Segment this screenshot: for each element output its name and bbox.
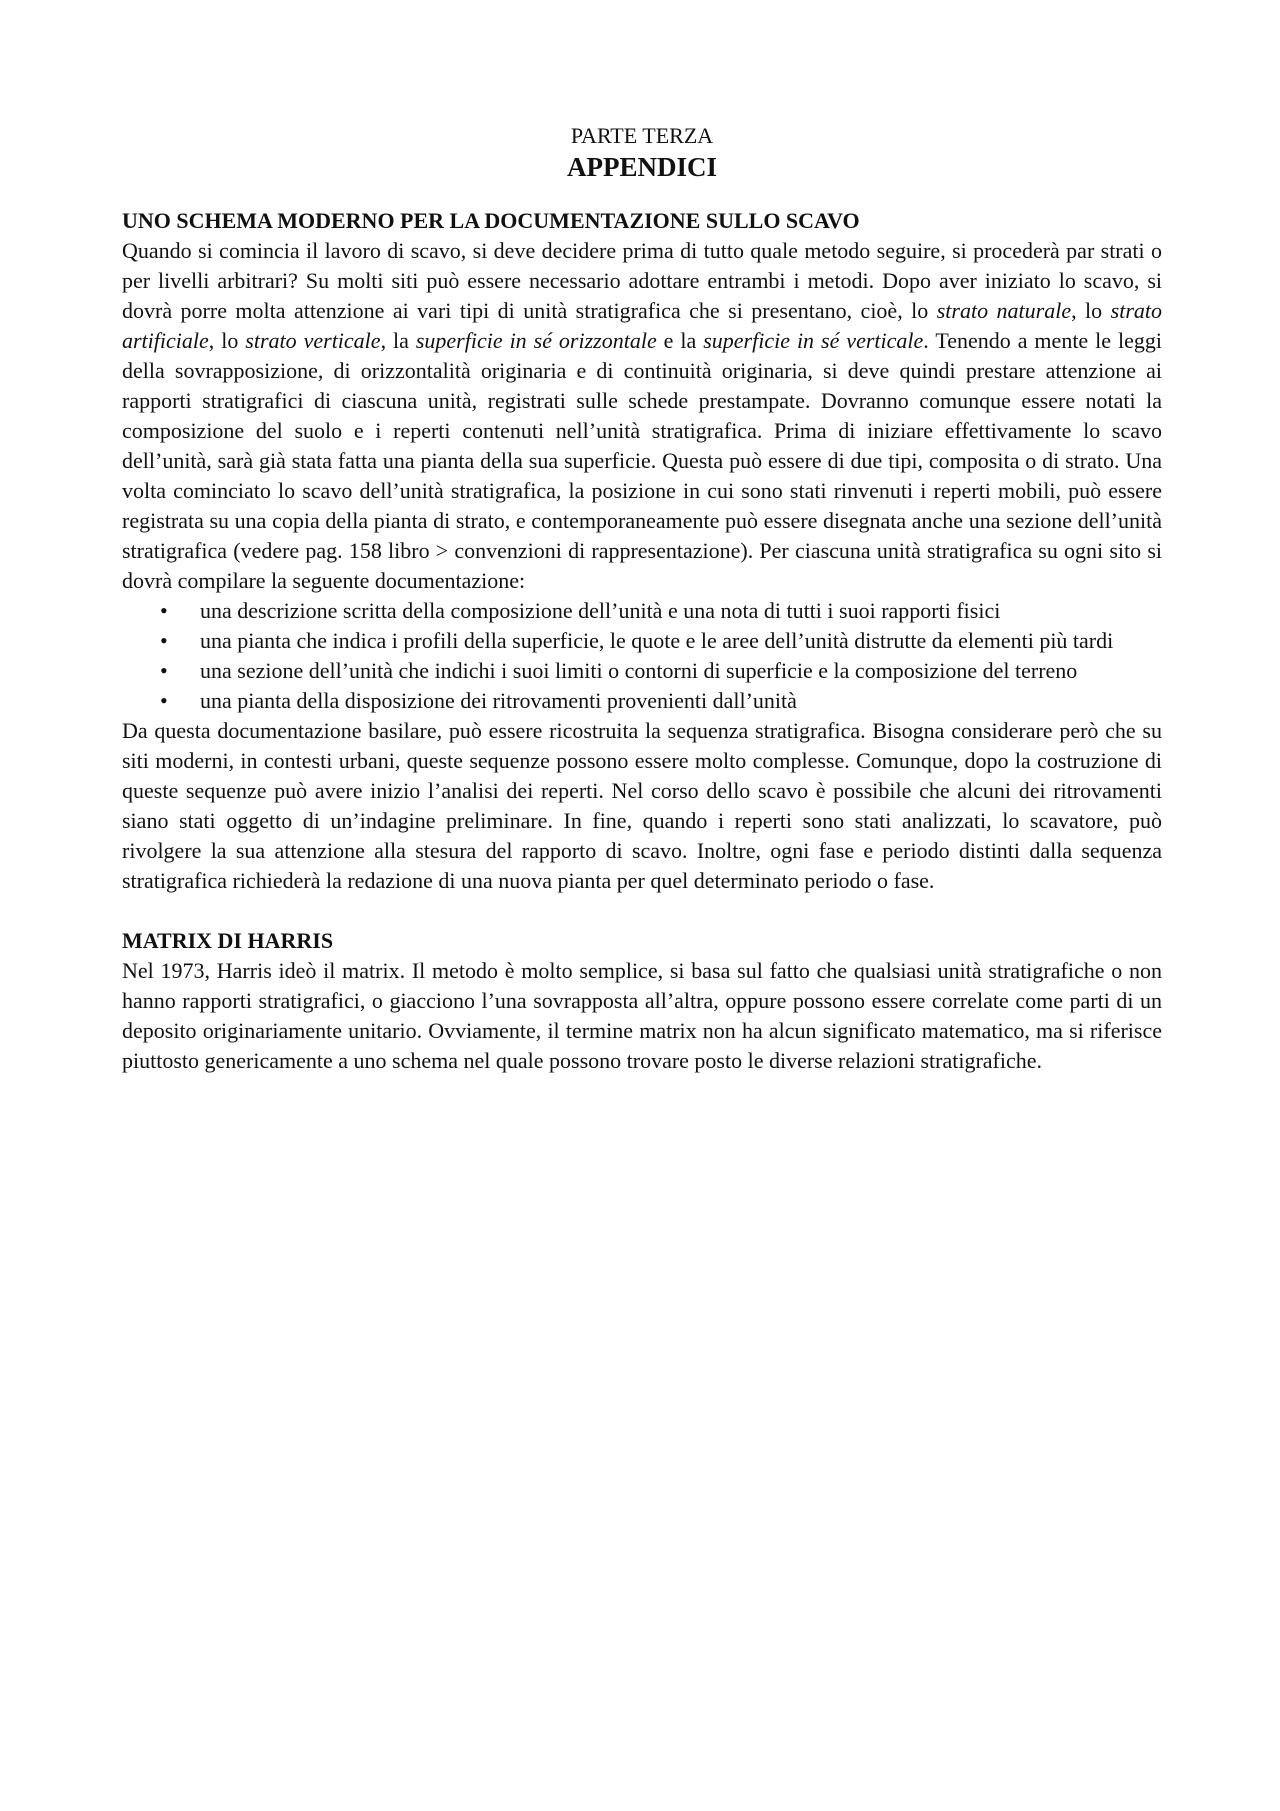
list-item — [122, 596, 1162, 626]
part-label: PARTE TERZA — [570, 123, 714, 148]
paragraph-matrix: Nel 1973, Harris ideò il matrix. Il metodo è molto semplice, si basa sul fatto che qualsiasi unità stratigrafiche o non hanno rapporti stratigrafici, o giacciono l’una sovrapposta all’altra, oppure possono essere correlate come parti di un deposito originariamente unitario. Ovviamente, il termine matrix non ha alcun significato matematico, ma si riferisce piuttosto genericamente a uno schema nel quale possono trovare posto le diverse relazioni stratigrafiche. — [122, 958, 1162, 1073]
italic-term: strato naturale — [936, 298, 1072, 323]
paragraph-intro — [122, 236, 1162, 596]
section-heading-documentazione: UNO SCHEMA MODERNO PER LA DOCUMENTAZIONE SULLO SCAVO — [122, 208, 860, 233]
bullet-icon: • — [160, 628, 168, 653]
section-heading-matrix: MATRIX DI HARRIS — [122, 928, 334, 953]
text-run: , lo — [1071, 298, 1111, 323]
bullet-icon: • — [160, 658, 168, 683]
list-item-text: una pianta che indica i profili della superficie, le quote e le aree dell’unità distrutte da elementi più tardi — [200, 628, 1114, 653]
italic-term: superficie in sé orizzontale — [415, 328, 657, 353]
part-title: APPENDICI — [566, 152, 717, 182]
italic-term: superficie in sé verticale — [703, 328, 924, 353]
document-page — [122, 122, 1162, 1076]
bullet-icon: • — [160, 598, 168, 623]
text-run: , la — [380, 328, 416, 353]
list-item-text: una descrizione scritta della composizione dell’unità e una nota di tutti i suoi rapporti fisici — [200, 598, 1001, 623]
text-run: Quando si comincia il lavoro di scavo, si deve decidere prima di tutto quale metodo seguire, si procederà par strati o per livelli arbitrari? Su molti siti può essere necessario adottare entrambi i metodi. Dopo aver iniziato lo scavo, si dovrà porre molta attenzione ai vari tipi di unità stratigrafica che si presentano, cioè, lo — [122, 238, 1162, 323]
section-matrix-harris — [122, 926, 1162, 1076]
documentation-list — [122, 596, 1162, 716]
italic-term: strato artificiale — [122, 298, 1162, 353]
text-run: e la — [656, 328, 704, 353]
italic-term: strato verticale — [245, 328, 381, 353]
list-item-text: una pianta della disposizione dei ritrovamenti provenienti dall’unità — [200, 688, 797, 713]
list-item — [122, 656, 1162, 686]
section-spacer — [122, 896, 1162, 926]
paragraph-sequence: Da questa documentazione basilare, può essere ricostruita la sequenza stratigrafica. Bisogna considerare però che su siti moderni, in contesti urbani, queste sequenze possono essere molto complesse. Comunque, dopo la costruzione di queste sequenze può avere inizio l’analisi dei reperti. Nel corso dello scavo è possibile che alcuni dei ritrovamenti siano stati oggetto di un’indagine preliminare. In fine, quando i reperti sono stati analizzati, lo scavatore, può rivolgere la sua attenzione alla stesura del rapporto di scavo. Inoltre, ogni fase e periodo distinti dalla sequenza stratigrafica richiederà la redazione di una nuova pianta per quel determinato periodo o fase. — [122, 718, 1162, 893]
list-item-text: una sezione dell’unità che indichi i suoi limiti o contorni di superficie e la composizione del terreno — [200, 658, 1078, 683]
list-item — [122, 626, 1162, 656]
text-run: . Tenendo a mente le leggi della sovrapposizione, di orizzontalità originaria e di continuità originaria, si deve quindi prestare attenzione ai rapporti stratigrafici di ciascuna unità, registrati sulle schede prestampate. Dovranno comunque essere notati la composizione del suolo e i reperti contenuti nell’unità stratigrafica. Prima di iniziare effettivamente lo scavo dell’unità, sarà già stata fatta una pianta della sua superficie. Questa può essere di due tipi, composita o di strato. Una volta cominciato lo scavo dell’unità stratigrafica, la posizione in cui sono stati rinvenuti i reperti mobili, può essere registrata su una copia della pianta di strato, e contemporaneamente può essere disegnata anche una sezione dell’unità stratigrafica (vedere pag. 158 libro > convenzioni di rappresentazione). Per ciascuna unità stratigrafica su ogni sito si dovrà compilare la seguente documentazione: — [122, 328, 1162, 593]
bullet-icon: • — [160, 688, 168, 713]
section-documentazione — [122, 206, 1162, 896]
list-item — [122, 686, 1162, 716]
text-run: , lo — [208, 328, 246, 353]
